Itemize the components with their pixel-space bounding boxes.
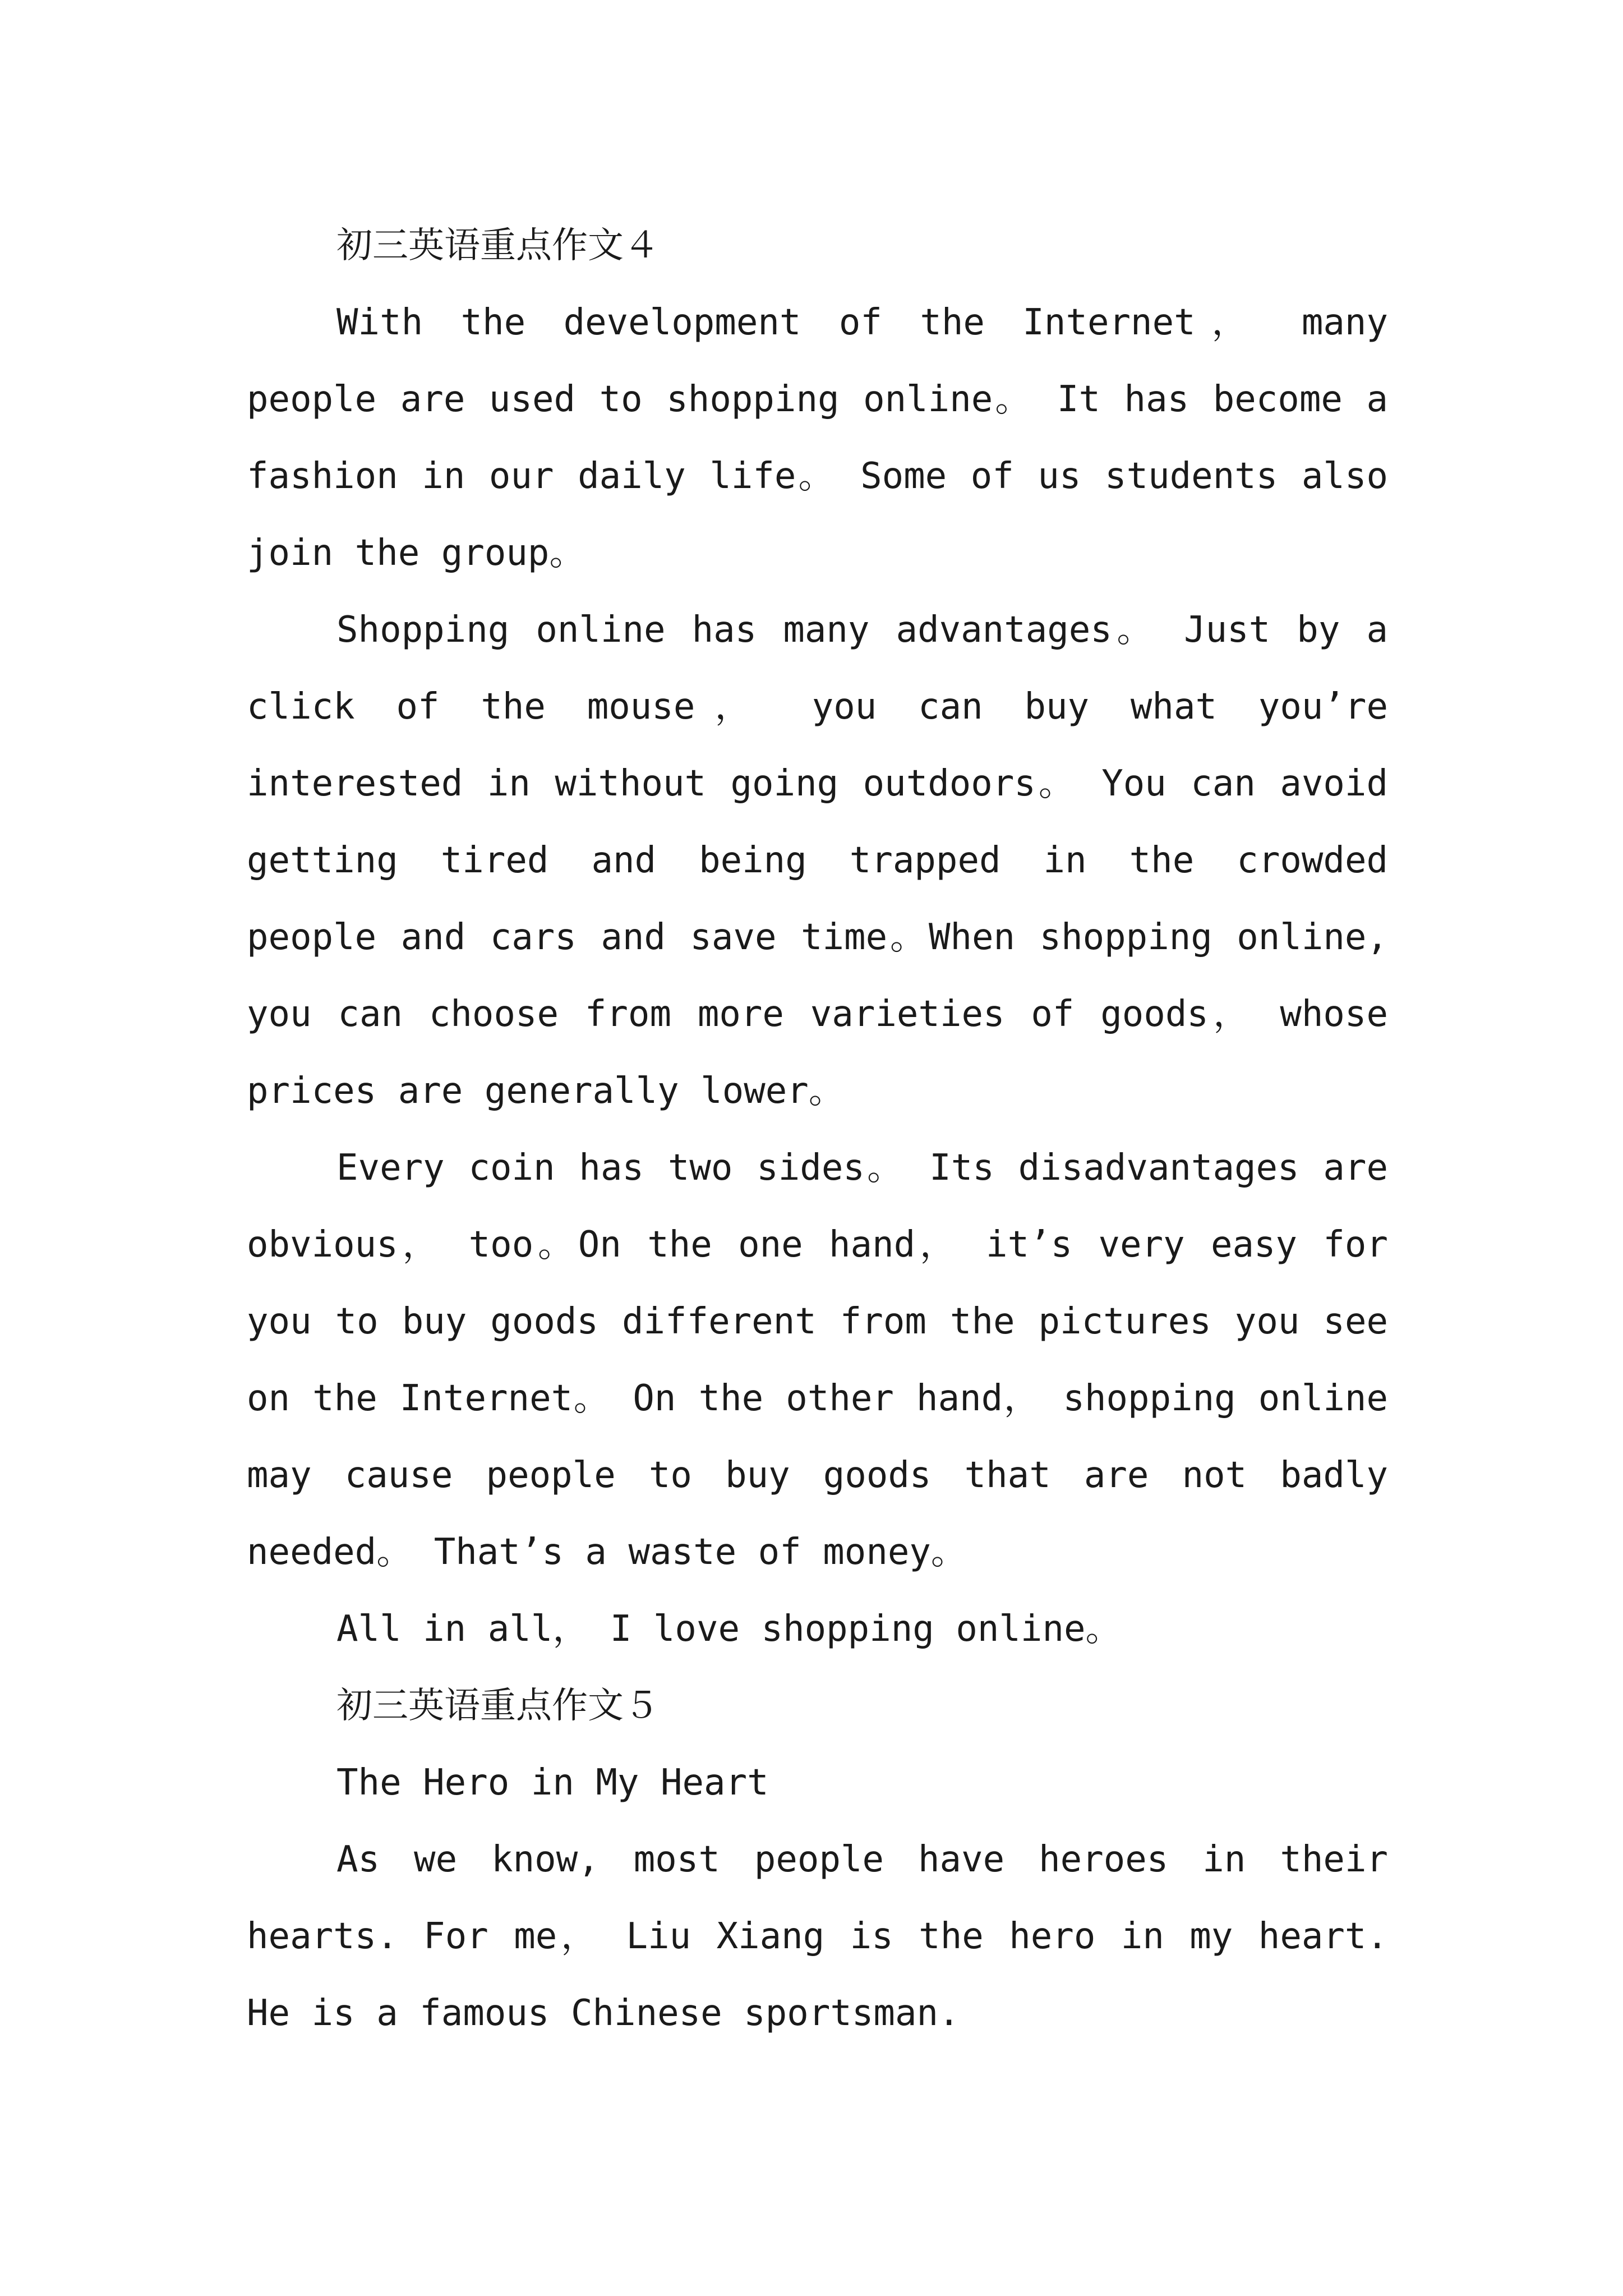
essay-4-paragraph-2: Shopping online has many advantages。 Just by a click of the mouse， you can buy what you’re interested in without going outdoors。 You can avoid getting tired and being trapped in the crowded people and cars and save time。When shopping online, you can choose from more varieties of goods， whose prices are generally lower。 [247, 609, 1388, 1112]
essay-5-heading: 初三英语重点作文５ [336, 1685, 660, 1727]
essay-4-paragraph-1: With the development of the Internet， many people are used to shopping online。 It has become a fashion in our daily life。 Some of us students also join the group。 [247, 302, 1388, 574]
essay-5-paragraph-1: As we know, most people have heroes in their hearts. For me， Liu Xiang is the hero in my heart. He is a famous Chinese sportsman. [247, 1839, 1388, 2034]
essay-4-paragraph-4: All in all， I love shopping online。 [336, 1608, 1122, 1650]
document-page [247, 208, 1388, 2052]
essay-5-title: The Hero in My Heart [336, 1762, 769, 1803]
essay-4-heading: 初三英语重点作文４ [336, 225, 660, 266]
essay-4-paragraph-3: Every coin has two sides。 Its disadvantages are obvious， too。On the one hand， it’s very easy for you to buy goods different from the pictures you see on the Internet。 On the other hand， shopping online may cause people to buy goods that are not badly needed。 That’s a waste of money。 [247, 1147, 1388, 1573]
